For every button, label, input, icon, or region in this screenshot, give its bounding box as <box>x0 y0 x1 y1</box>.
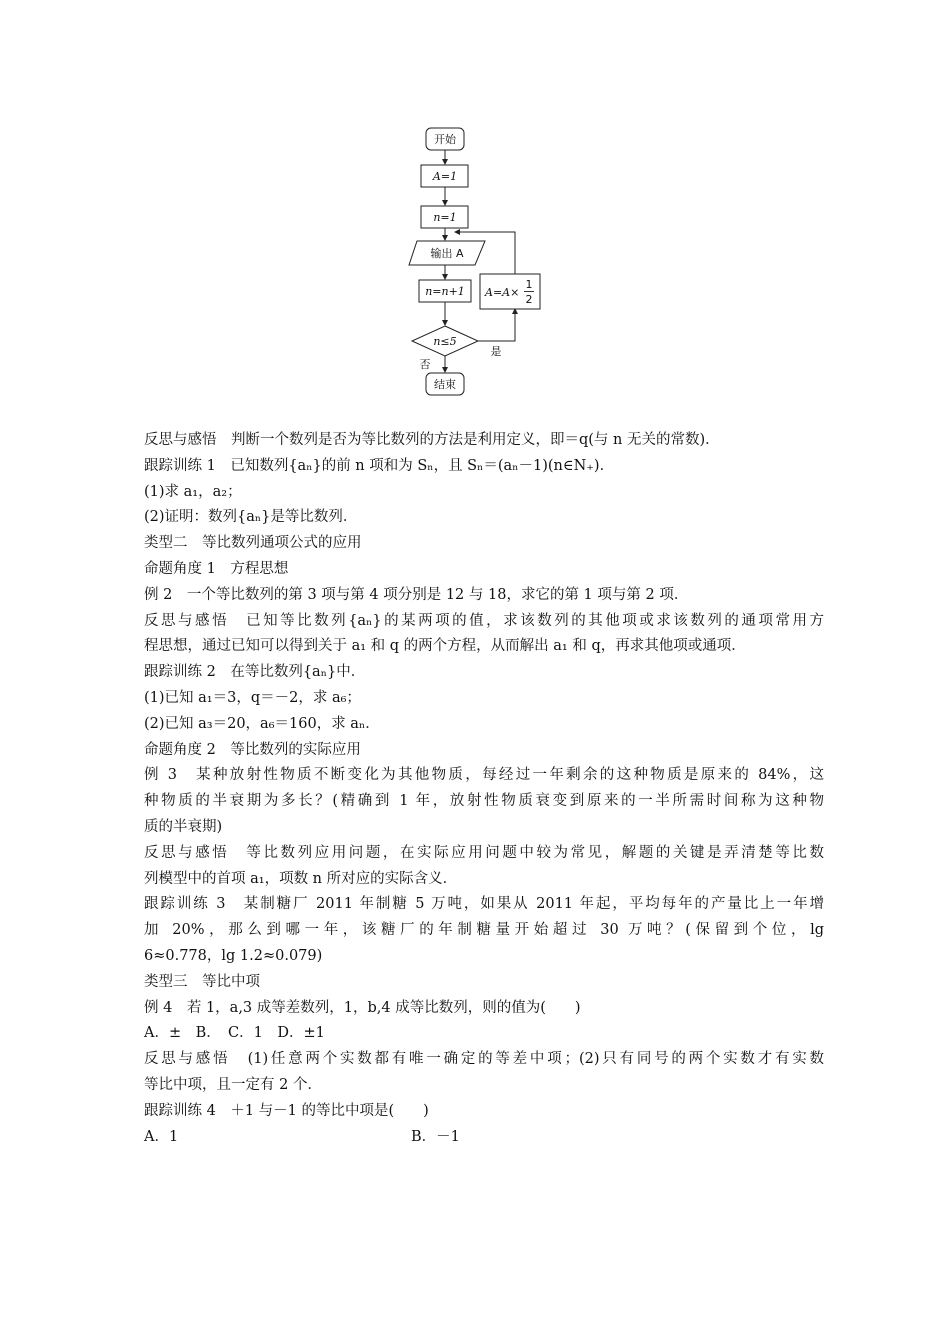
reflection-2-line-2: 程思想，通过已知可以得到关于 a₁ 和 q 的两个方程，从而解出 a₁ 和 q，再求其他项或通项． <box>144 638 746 655</box>
training-3-line-3: 6≈0.778，lg 1.2≈0.079) <box>144 947 323 964</box>
option-b: B．－1 <box>411 1128 460 1145</box>
training-2: 跟踪训练 2 在等比数列{aₙ}中． <box>144 664 366 681</box>
example-4-options: A．± B． C．1 D．±1 <box>144 1025 325 1042</box>
training-4: 跟踪训练 4 ＋1 与－1 的等比中项是( ) <box>144 1102 429 1119</box>
increment-label: n=n+1 <box>425 285 465 298</box>
reflection-4-line-2: 等比中项，且一定有 2 个． <box>144 1076 322 1093</box>
option-a: A．1 <box>144 1128 179 1145</box>
training-3-line-2: 加 20%，那么到哪一年，该糖厂的年制糖量开始超过 30 万吨？(保留到个位，lg <box>144 922 824 939</box>
end-label: 结束 <box>434 378 456 391</box>
reflection-4-line-1: 反思与感悟 (1)任意两个实数都有唯一确定的等差中项；(2)只有同号的两个实数才有实数 <box>144 1051 824 1068</box>
reflection-1: 反思与感悟 判断一个数列是否为等比数列的方法是利用定义，即＝q(与 n 无关的常数)． <box>144 432 720 448</box>
training-2-part-2: (2)已知 a₃＝20，a₆＝160，求 aₙ． <box>144 715 380 732</box>
angle-2-heading: 命题角度 2 等比数列的实际应用 <box>144 741 361 758</box>
no-label: 否 <box>419 358 431 371</box>
example-4: 例 4 若 1，a,3 成等差数列，1，b,4 成等比数列，则的值为( ) <box>144 999 581 1016</box>
training-1-part-2: (2)证明：数列{aₙ}是等比数列． <box>144 509 358 526</box>
init-n-label: n=1 <box>433 211 457 224</box>
section-type-2: 类型二 等比数列通项公式的应用 <box>144 535 362 552</box>
output-label: 输出 A <box>430 247 464 260</box>
flowchart <box>395 122 565 400</box>
training-2-part-1: (1)已知 a₁＝3，q＝－2，求 a₆； <box>144 689 361 706</box>
training-1-part-1: (1)求 a₁，a₂； <box>144 483 242 500</box>
angle-1-heading: 命题角度 1 方程思想 <box>144 560 289 577</box>
condition-label: n≤5 <box>433 335 457 348</box>
fraction-numerator: 1 <box>525 278 533 291</box>
update-a-label: A=A× <box>485 286 520 299</box>
section-type-3: 类型三 等比中项 <box>144 973 260 990</box>
reflection-2-line-1: 反思与感悟 已知等比数列{aₙ}的某两项的值，求该数列的其他项或求该数列的通项常用方 <box>144 612 824 629</box>
fraction-denominator: 2 <box>525 293 533 306</box>
example-3-line-1: 例 3 某种放射性物质不断变化为其他物质，每经过一年剩余的这种物质是原来的 84%，这 <box>144 767 824 784</box>
reflection-3-line-1: 反思与感悟 等比数列应用问题，在实际应用问题中较为常见，解题的关键是弄清楚等比数 <box>144 844 824 861</box>
example-2: 例 2 一个等比数列的第 3 项与第 4 项分别是 12 与 18，求它的第 1 项与第 2 项． <box>144 586 689 603</box>
reflection-3-line-2: 列模型中的首项 a₁，项数 n 所对应的实际含义． <box>144 870 458 887</box>
init-a-label: A=1 <box>432 170 458 183</box>
example-3-line-3: 质的半衰期) <box>144 818 223 835</box>
example-3-line-2: 种物质的半衰期为多长？(精确到 1 年，放射性物质衰变到原来的一半所需时间称为这种物 <box>144 793 824 810</box>
training-4-options <box>144 1125 824 1151</box>
start-label: 开始 <box>434 133 456 146</box>
text-body <box>144 428 824 1150</box>
training-3-line-1: 跟踪训练 3 某制糖厂 2011 年制糖 5 万吨，如果从 2011 年起，平均每年的产量比上一年增 <box>144 896 824 913</box>
training-1: 跟踪训练 1 已知数列{aₙ}的前 n 项和为 Sₙ，且 Sₙ＝(aₙ－1)(n∈N₊)． <box>144 457 615 474</box>
yes-label: 是 <box>490 345 502 358</box>
